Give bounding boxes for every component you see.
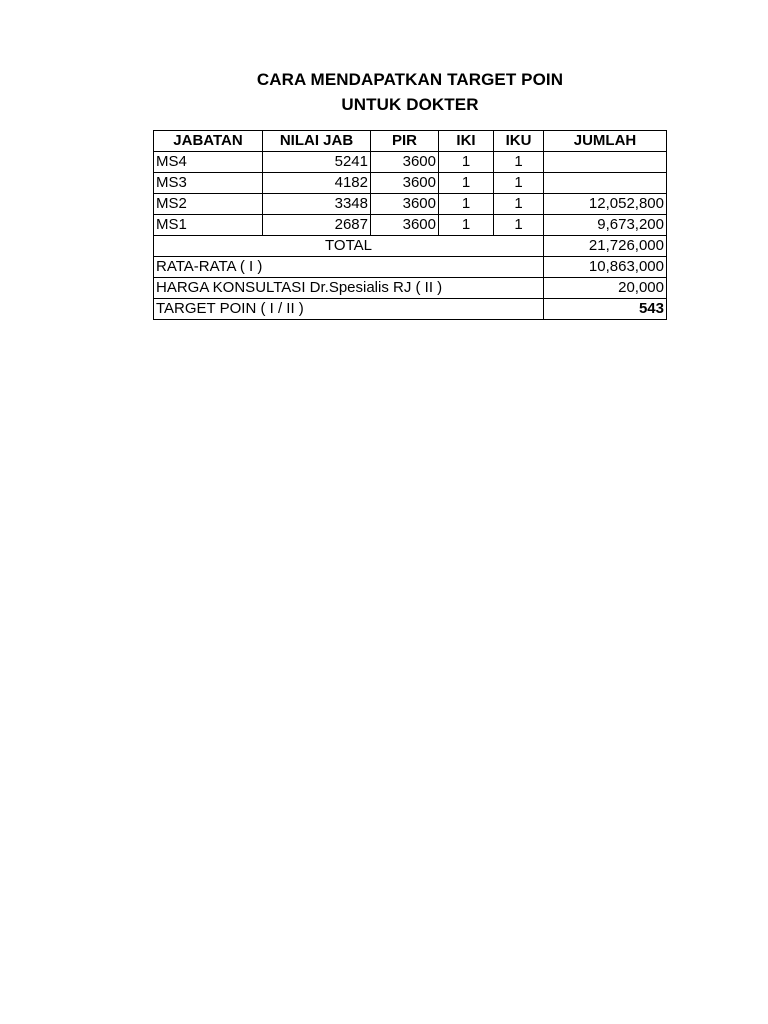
cell-iku: 1 bbox=[494, 173, 544, 194]
cell-jumlah bbox=[544, 152, 667, 173]
cell-jabatan: MS2 bbox=[154, 194, 263, 215]
cell-jabatan: MS4 bbox=[154, 152, 263, 173]
cell-jabatan: MS3 bbox=[154, 173, 263, 194]
table-row bbox=[154, 152, 667, 173]
total-row bbox=[154, 236, 667, 257]
consultation-price-value: 20,000 bbox=[544, 278, 667, 299]
page-title: CARA MENDAPATKAN TARGET POIN bbox=[256, 70, 564, 89]
cell-jumlah: 9,673,200 bbox=[544, 215, 667, 236]
cell-nilai-jab: 2687 bbox=[263, 215, 371, 236]
target-points-row bbox=[154, 299, 667, 320]
average-value: 10,863,000 bbox=[544, 257, 667, 278]
table-row bbox=[154, 194, 667, 215]
cell-iki: 1 bbox=[439, 194, 494, 215]
table-row bbox=[154, 173, 667, 194]
cell-pir: 3600 bbox=[371, 173, 439, 194]
cell-iku: 1 bbox=[494, 152, 544, 173]
header-row bbox=[154, 131, 667, 152]
header-nilai-jab: NILAI JAB bbox=[263, 131, 371, 152]
target-points-value: 543 bbox=[544, 299, 667, 320]
average-row bbox=[154, 257, 667, 278]
consultation-price-label: HARGA KONSULTASI Dr.Spesialis RJ ( II ) bbox=[154, 278, 544, 299]
cell-jumlah: 12,052,800 bbox=[544, 194, 667, 215]
cell-jabatan: MS1 bbox=[154, 215, 263, 236]
target-points-table bbox=[153, 130, 667, 320]
total-value: 21,726,000 bbox=[544, 236, 667, 257]
cell-pir: 3600 bbox=[371, 215, 439, 236]
cell-iki: 1 bbox=[439, 173, 494, 194]
cell-nilai-jab: 4182 bbox=[263, 173, 371, 194]
total-label: TOTAL bbox=[154, 236, 544, 257]
cell-pir: 3600 bbox=[371, 152, 439, 173]
header-jabatan: JABATAN bbox=[154, 131, 263, 152]
header-iki: IKI bbox=[439, 131, 494, 152]
cell-iku: 1 bbox=[494, 194, 544, 215]
cell-iku: 1 bbox=[494, 215, 544, 236]
page-subtitle: UNTUK DOKTER bbox=[341, 95, 479, 114]
header-jumlah: JUMLAH bbox=[544, 131, 667, 152]
target-points-label: TARGET POIN ( I / II ) bbox=[154, 299, 544, 320]
consultation-price-row bbox=[154, 278, 667, 299]
average-label: RATA-RATA ( I ) bbox=[154, 257, 544, 278]
cell-pir: 3600 bbox=[371, 194, 439, 215]
cell-jumlah bbox=[544, 173, 667, 194]
header-iku: IKU bbox=[494, 131, 544, 152]
cell-nilai-jab: 3348 bbox=[263, 194, 371, 215]
header-pir: PIR bbox=[371, 131, 439, 152]
table-row bbox=[154, 215, 667, 236]
cell-iki: 1 bbox=[439, 152, 494, 173]
cell-nilai-jab: 5241 bbox=[263, 152, 371, 173]
cell-iki: 1 bbox=[439, 215, 494, 236]
